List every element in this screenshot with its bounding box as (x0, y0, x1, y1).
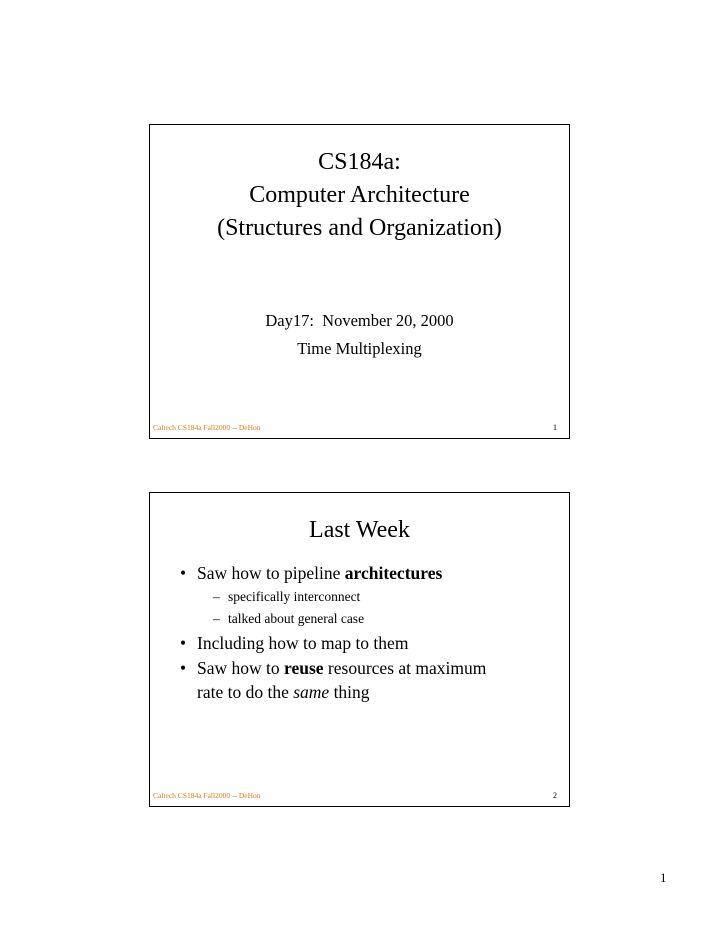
bullet-icon: • (180, 658, 187, 678)
bullet-text: Saw how to pipeline (197, 563, 345, 583)
bullet-bold-text: architectures (344, 563, 443, 583)
title-line-3: (Structures and Organization) (217, 215, 502, 241)
sub-bullet-text: specifically interconnect (228, 589, 361, 604)
slide-1-footer: Caltech CS184a Fall2000 -- DeHon (153, 423, 261, 432)
bullet-text: Including how to map to them (197, 633, 409, 653)
bullet-text: Saw how to (197, 658, 285, 678)
bullet-item (180, 656, 549, 704)
bullet-icon: • (180, 563, 187, 583)
dash-icon: – (213, 589, 220, 604)
subtitle-date: Day17: November 20, 2000 (265, 311, 454, 330)
bullet-bold-text: reuse (284, 658, 324, 678)
subtitle-topic: Time Multiplexing (297, 339, 422, 358)
bullet-item (180, 631, 549, 655)
slide-2-title: Last Week (309, 517, 410, 543)
bullet-list (180, 561, 549, 705)
bullet-italic-text: same (293, 682, 330, 702)
page-number: 1 (660, 870, 667, 885)
bullet-text: resources at maximum (323, 658, 487, 678)
slide-1-number: 1 (553, 423, 557, 432)
slide-2 (149, 492, 570, 807)
slide-1-title (150, 146, 569, 245)
sub-bullet-item (180, 608, 549, 630)
sub-bullet-text: talked about general case (228, 611, 365, 626)
title-line-1: CS184a: (318, 149, 401, 175)
sub-bullet-item (180, 586, 549, 608)
bullet-icon: • (180, 633, 187, 653)
bullet-continuation (197, 680, 549, 704)
title-line-2: Computer Architecture (249, 182, 470, 208)
bullet-text: rate to do the (197, 682, 294, 702)
bullet-item (180, 561, 549, 585)
slide-2-footer: Caltech CS184a Fall2000 -- DeHon (153, 791, 261, 800)
slide-1 (149, 124, 570, 439)
dash-icon: – (213, 611, 220, 626)
slide-2-number: 2 (553, 791, 557, 800)
slide-1-subtitle (150, 307, 569, 363)
bullet-text: thing (329, 682, 370, 702)
